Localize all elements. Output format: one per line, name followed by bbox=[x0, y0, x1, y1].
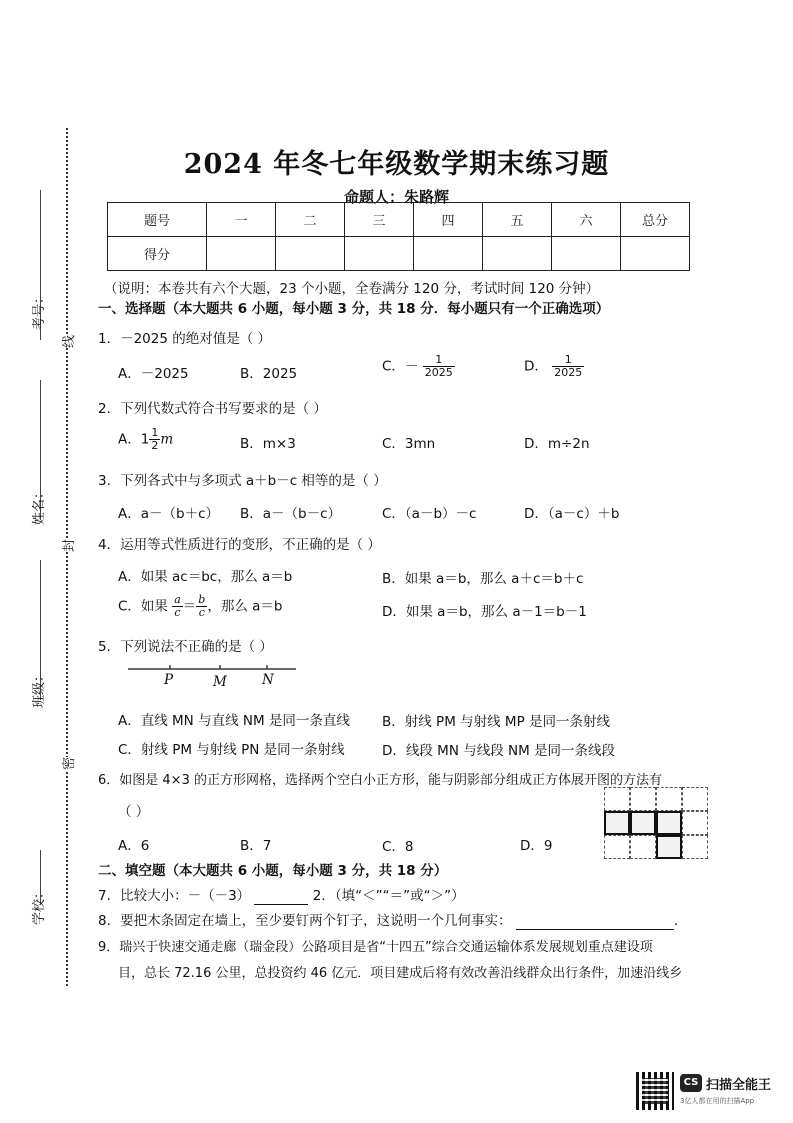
q1-option-b: B．2025 bbox=[240, 366, 298, 382]
q1-d-prefix: D． bbox=[524, 358, 548, 375]
score-row-label: 得分 bbox=[108, 237, 207, 271]
q2-a-prefix: A．1 bbox=[118, 431, 150, 448]
q8 bbox=[98, 909, 687, 930]
q2-a-fraction bbox=[149, 427, 160, 452]
q1-c-prefix: C．－ bbox=[382, 358, 419, 375]
grid-cell-blank bbox=[630, 787, 656, 811]
q2-a-num: 1 bbox=[151, 426, 159, 439]
q2-option-a bbox=[118, 427, 173, 452]
grid-cell-shaded bbox=[604, 811, 630, 835]
xingming-label: 姓名： bbox=[32, 485, 47, 525]
q1-d-fraction bbox=[552, 354, 584, 379]
score-table-score-row bbox=[108, 237, 690, 271]
q8-answer-blank[interactable] bbox=[516, 913, 674, 930]
banji-label: 班级： bbox=[32, 668, 47, 708]
q1-d-den: 2025 bbox=[554, 366, 583, 379]
q4-c-fraction1 bbox=[172, 594, 183, 619]
camscanner-tagline: 3亿人都在用的扫描App bbox=[680, 1097, 755, 1105]
score-header-cell: 总分 bbox=[621, 203, 690, 237]
score-table-header-row bbox=[108, 203, 690, 237]
q8-text: 8．要把木条固定在墙上，至少要钉两个钉子，这说明一个几何事实： bbox=[98, 913, 512, 929]
q2-stem: 2．下列代数式符合书写要求的是（ ） bbox=[98, 401, 327, 417]
q4-option-b: B．如果 a＝b，那么 a＋c＝b＋c bbox=[382, 571, 584, 587]
camscanner-name: 扫描全能王 bbox=[706, 1078, 772, 1093]
grid-cell-shaded bbox=[630, 811, 656, 835]
grid-cell-blank bbox=[682, 787, 708, 811]
q6-paren: （ ） bbox=[118, 804, 150, 820]
grid-cell-blank bbox=[630, 835, 656, 859]
q1-option-a: A．－2025 bbox=[118, 366, 189, 382]
q7-prefix: 7．比较大小：－（－3） bbox=[98, 888, 251, 904]
score-header-cell: 一 bbox=[207, 203, 276, 237]
score-table bbox=[107, 202, 690, 271]
score-input-cell[interactable] bbox=[207, 237, 276, 271]
q4-c-suffix: ，那么 a＝b bbox=[207, 598, 283, 615]
q5-option-c: C．射线 PM 与射线 PN 是同一条射线 bbox=[118, 742, 345, 758]
q4-c-num1: a bbox=[174, 593, 181, 606]
kaohao-label: 考号： bbox=[32, 290, 47, 330]
q5-option-d: D．线段 MN 与线段 NM 是同一条线段 bbox=[382, 743, 616, 759]
q8-end: ． bbox=[673, 913, 688, 929]
section2-heading: 二、填空题（本大题共 6 小题，每小题 3 分，共 18 分） bbox=[98, 863, 448, 879]
q1-c-num: 1 bbox=[423, 354, 455, 367]
score-header-cell: 二 bbox=[276, 203, 345, 237]
q2-option-b: B．m×3 bbox=[240, 436, 296, 452]
xuexiao-label: 学校： bbox=[32, 885, 47, 925]
q2-option-c: C．3mn bbox=[382, 436, 436, 452]
q6-stem: 6．如图是 4×3 的正方形网格，选择两个空白小正方形，能与阴影部分组成正方体展开图的方法有 bbox=[98, 773, 662, 788]
grid-cell-blank bbox=[682, 811, 708, 835]
q4-c-eq: ＝ bbox=[182, 598, 197, 615]
q4-c-fraction2 bbox=[196, 594, 207, 619]
score-input-cell[interactable] bbox=[483, 237, 552, 271]
cut-line bbox=[66, 128, 68, 986]
grid-cell-blank bbox=[656, 787, 682, 811]
score-input-cell[interactable] bbox=[414, 237, 483, 271]
feng-mark: 封 bbox=[58, 539, 77, 552]
q1-c-den: 2025 bbox=[424, 366, 453, 379]
q7 bbox=[98, 884, 465, 905]
q4-c-den1: c bbox=[174, 606, 181, 619]
xian-mark: 线 bbox=[58, 335, 77, 348]
q5-option-b: B．射线 PM 与射线 MP 是同一条射线 bbox=[382, 714, 611, 730]
q6-option-b: B．7 bbox=[240, 838, 272, 854]
q4-c-prefix: C．如果 bbox=[118, 598, 168, 615]
mi-mark: 密 bbox=[58, 757, 77, 770]
q3-option-b: B．a－（b－c） bbox=[240, 506, 342, 522]
q1-c-fraction bbox=[423, 354, 455, 379]
q2-a-var: m bbox=[160, 431, 174, 448]
q4-option-d: D．如果 a＝b，那么 a－1＝b－1 bbox=[382, 604, 587, 620]
page-title: 2024 年冬七年级数学期末练习题 bbox=[183, 149, 610, 180]
grid-cell-blank bbox=[682, 835, 708, 859]
score-header-cell: 六 bbox=[552, 203, 621, 237]
section1-heading: 一、选择题（本大题共 6 小题，每小题 3 分，共 18 分．每小题只有一个正确选项） bbox=[98, 301, 610, 317]
q9-line1: 9．瑞兴于快速交通走廊（瑞金段）公路项目是省“十四五”综合交通运输体系发展规划重点建设项 bbox=[98, 940, 653, 955]
q9-line2: 目，总长 72.16 公里，总投资约 46 亿元．项目建成后将有效改善沿线群众出行条件，加速沿线乡 bbox=[118, 966, 683, 981]
q5-point-p: P bbox=[164, 672, 174, 688]
score-header-cell: 三 bbox=[345, 203, 414, 237]
score-input-cell[interactable] bbox=[276, 237, 345, 271]
q2-option-d: D．m÷2n bbox=[524, 436, 590, 452]
q5-stem: 5．下列说法不正确的是（ ） bbox=[98, 639, 273, 655]
score-input-cell[interactable] bbox=[345, 237, 414, 271]
qr-code-icon bbox=[636, 1072, 674, 1110]
author-line: 命题人：朱路辉 bbox=[343, 188, 449, 206]
q6-option-d: D．9 bbox=[520, 838, 553, 854]
q3-stem: 3．下列各式中与多项式 a＋b－c 相等的是（ ） bbox=[98, 473, 387, 489]
score-input-cell[interactable] bbox=[552, 237, 621, 271]
instructions: （说明：本卷共有六个大题，23 个小题，全卷满分 120 分，考试时间 120 分钟） bbox=[104, 281, 600, 297]
q3-option-d: D．（a－c）＋b bbox=[524, 506, 620, 522]
q7-suffix: 2．（填“＜”“＝”或“＞”） bbox=[312, 888, 465, 904]
q5-point-n: N bbox=[262, 672, 274, 688]
q4-option-c bbox=[118, 594, 282, 619]
q3-option-a: A．a－（b＋c） bbox=[118, 506, 219, 522]
q3-option-c: C．（a－b）－c bbox=[382, 506, 477, 522]
score-header-cell: 五 bbox=[483, 203, 552, 237]
grid-cell-shaded bbox=[656, 811, 682, 835]
q1-d-num: 1 bbox=[552, 354, 584, 367]
q4-stem: 4．运用等式性质进行的变形，不正确的是（ ） bbox=[98, 537, 381, 553]
q1-option-c bbox=[382, 354, 455, 379]
q1-option-d bbox=[524, 354, 584, 379]
score-header-cell: 四 bbox=[414, 203, 483, 237]
grid-cell-blank bbox=[604, 787, 630, 811]
score-input-cell[interactable] bbox=[621, 237, 690, 271]
q5-point-m: M bbox=[213, 674, 227, 690]
grid-cell-blank bbox=[604, 835, 630, 859]
q4-c-den2: c bbox=[198, 606, 205, 619]
score-header-cell: 题号 bbox=[108, 203, 207, 237]
q6-option-a: A．6 bbox=[118, 838, 150, 854]
q4-option-a: A．如果 ac＝bc，那么 a＝b bbox=[118, 569, 293, 585]
q4-c-num2: b bbox=[198, 593, 206, 606]
grid-cell-shaded bbox=[656, 835, 682, 859]
camscanner-logo-icon: CS bbox=[680, 1074, 702, 1092]
q6-option-c: C．8 bbox=[382, 839, 414, 855]
q5-option-a: A．直线 MN 与直线 NM 是同一条直线 bbox=[118, 713, 350, 729]
q7-answer-blank[interactable] bbox=[254, 888, 308, 905]
q1-stem: 1．－2025 的绝对值是（ ） bbox=[98, 331, 272, 347]
q2-a-den: 2 bbox=[151, 439, 159, 452]
